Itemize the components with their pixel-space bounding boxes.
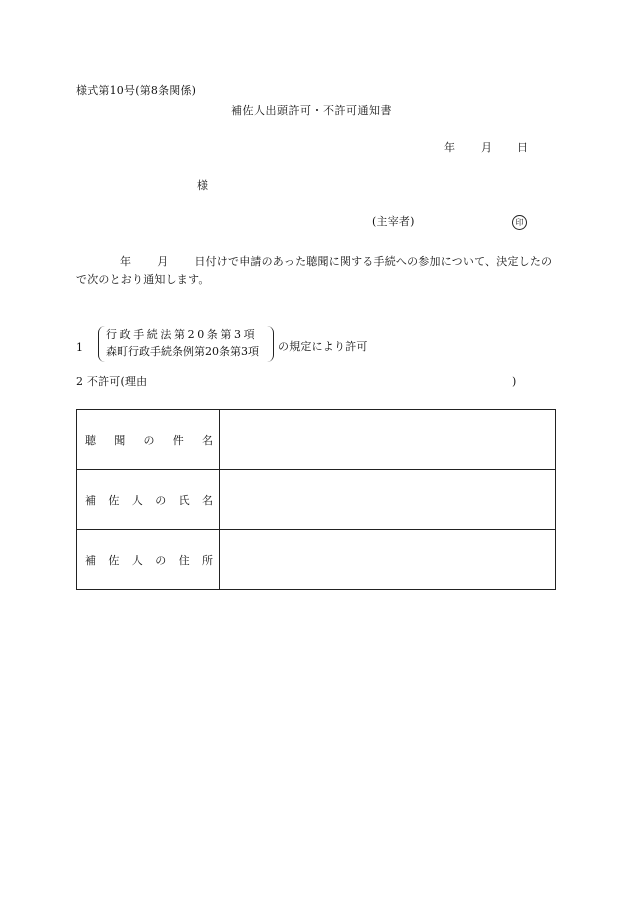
body-year: 年 (120, 255, 132, 268)
assistant-address-label: 補佐人の住所 (77, 530, 220, 590)
item-2-denial: 2 不許可(理由 (76, 375, 148, 388)
document-title: 補佐人出頭許可・不許可通知書 (231, 104, 392, 117)
item-1-permit-text: の規定により許可 (278, 340, 368, 353)
item-2-close-paren: ) (512, 375, 517, 388)
date-day-label: 日 (517, 141, 529, 154)
assistant-address-field[interactable] (220, 530, 556, 590)
assistant-name-label: 補佐人の氏名 (77, 470, 220, 530)
organizer-label: (主宰者) (372, 215, 415, 228)
date-year-label: 年 (444, 141, 456, 154)
table-row (77, 470, 556, 530)
table-row (77, 530, 556, 590)
form-number: 様式第10号(第8条関係) (76, 84, 197, 97)
table-row (77, 410, 556, 470)
item-1-number: 1 (76, 341, 84, 354)
info-table (76, 409, 556, 590)
hearing-subject-label: 聴聞の件名 (77, 410, 220, 470)
assistant-name-field[interactable] (220, 470, 556, 530)
body-paragraph (76, 253, 556, 289)
law-option-ordinance: 森町行政手続条例第20条第3項 (106, 345, 259, 358)
seal-icon: 印 (512, 215, 527, 230)
date-month-label: 月 (481, 141, 493, 154)
body-month: 月 (157, 255, 169, 268)
hearing-subject-field[interactable] (220, 410, 556, 470)
addressee-suffix: 様 (197, 179, 209, 192)
body-text: 日付けで申請のあった聴聞に関する手続への参加について、決定したので次のとおり通知します。 (76, 255, 553, 286)
law-option-act: 行政手続法第20条第3項 (106, 328, 258, 341)
